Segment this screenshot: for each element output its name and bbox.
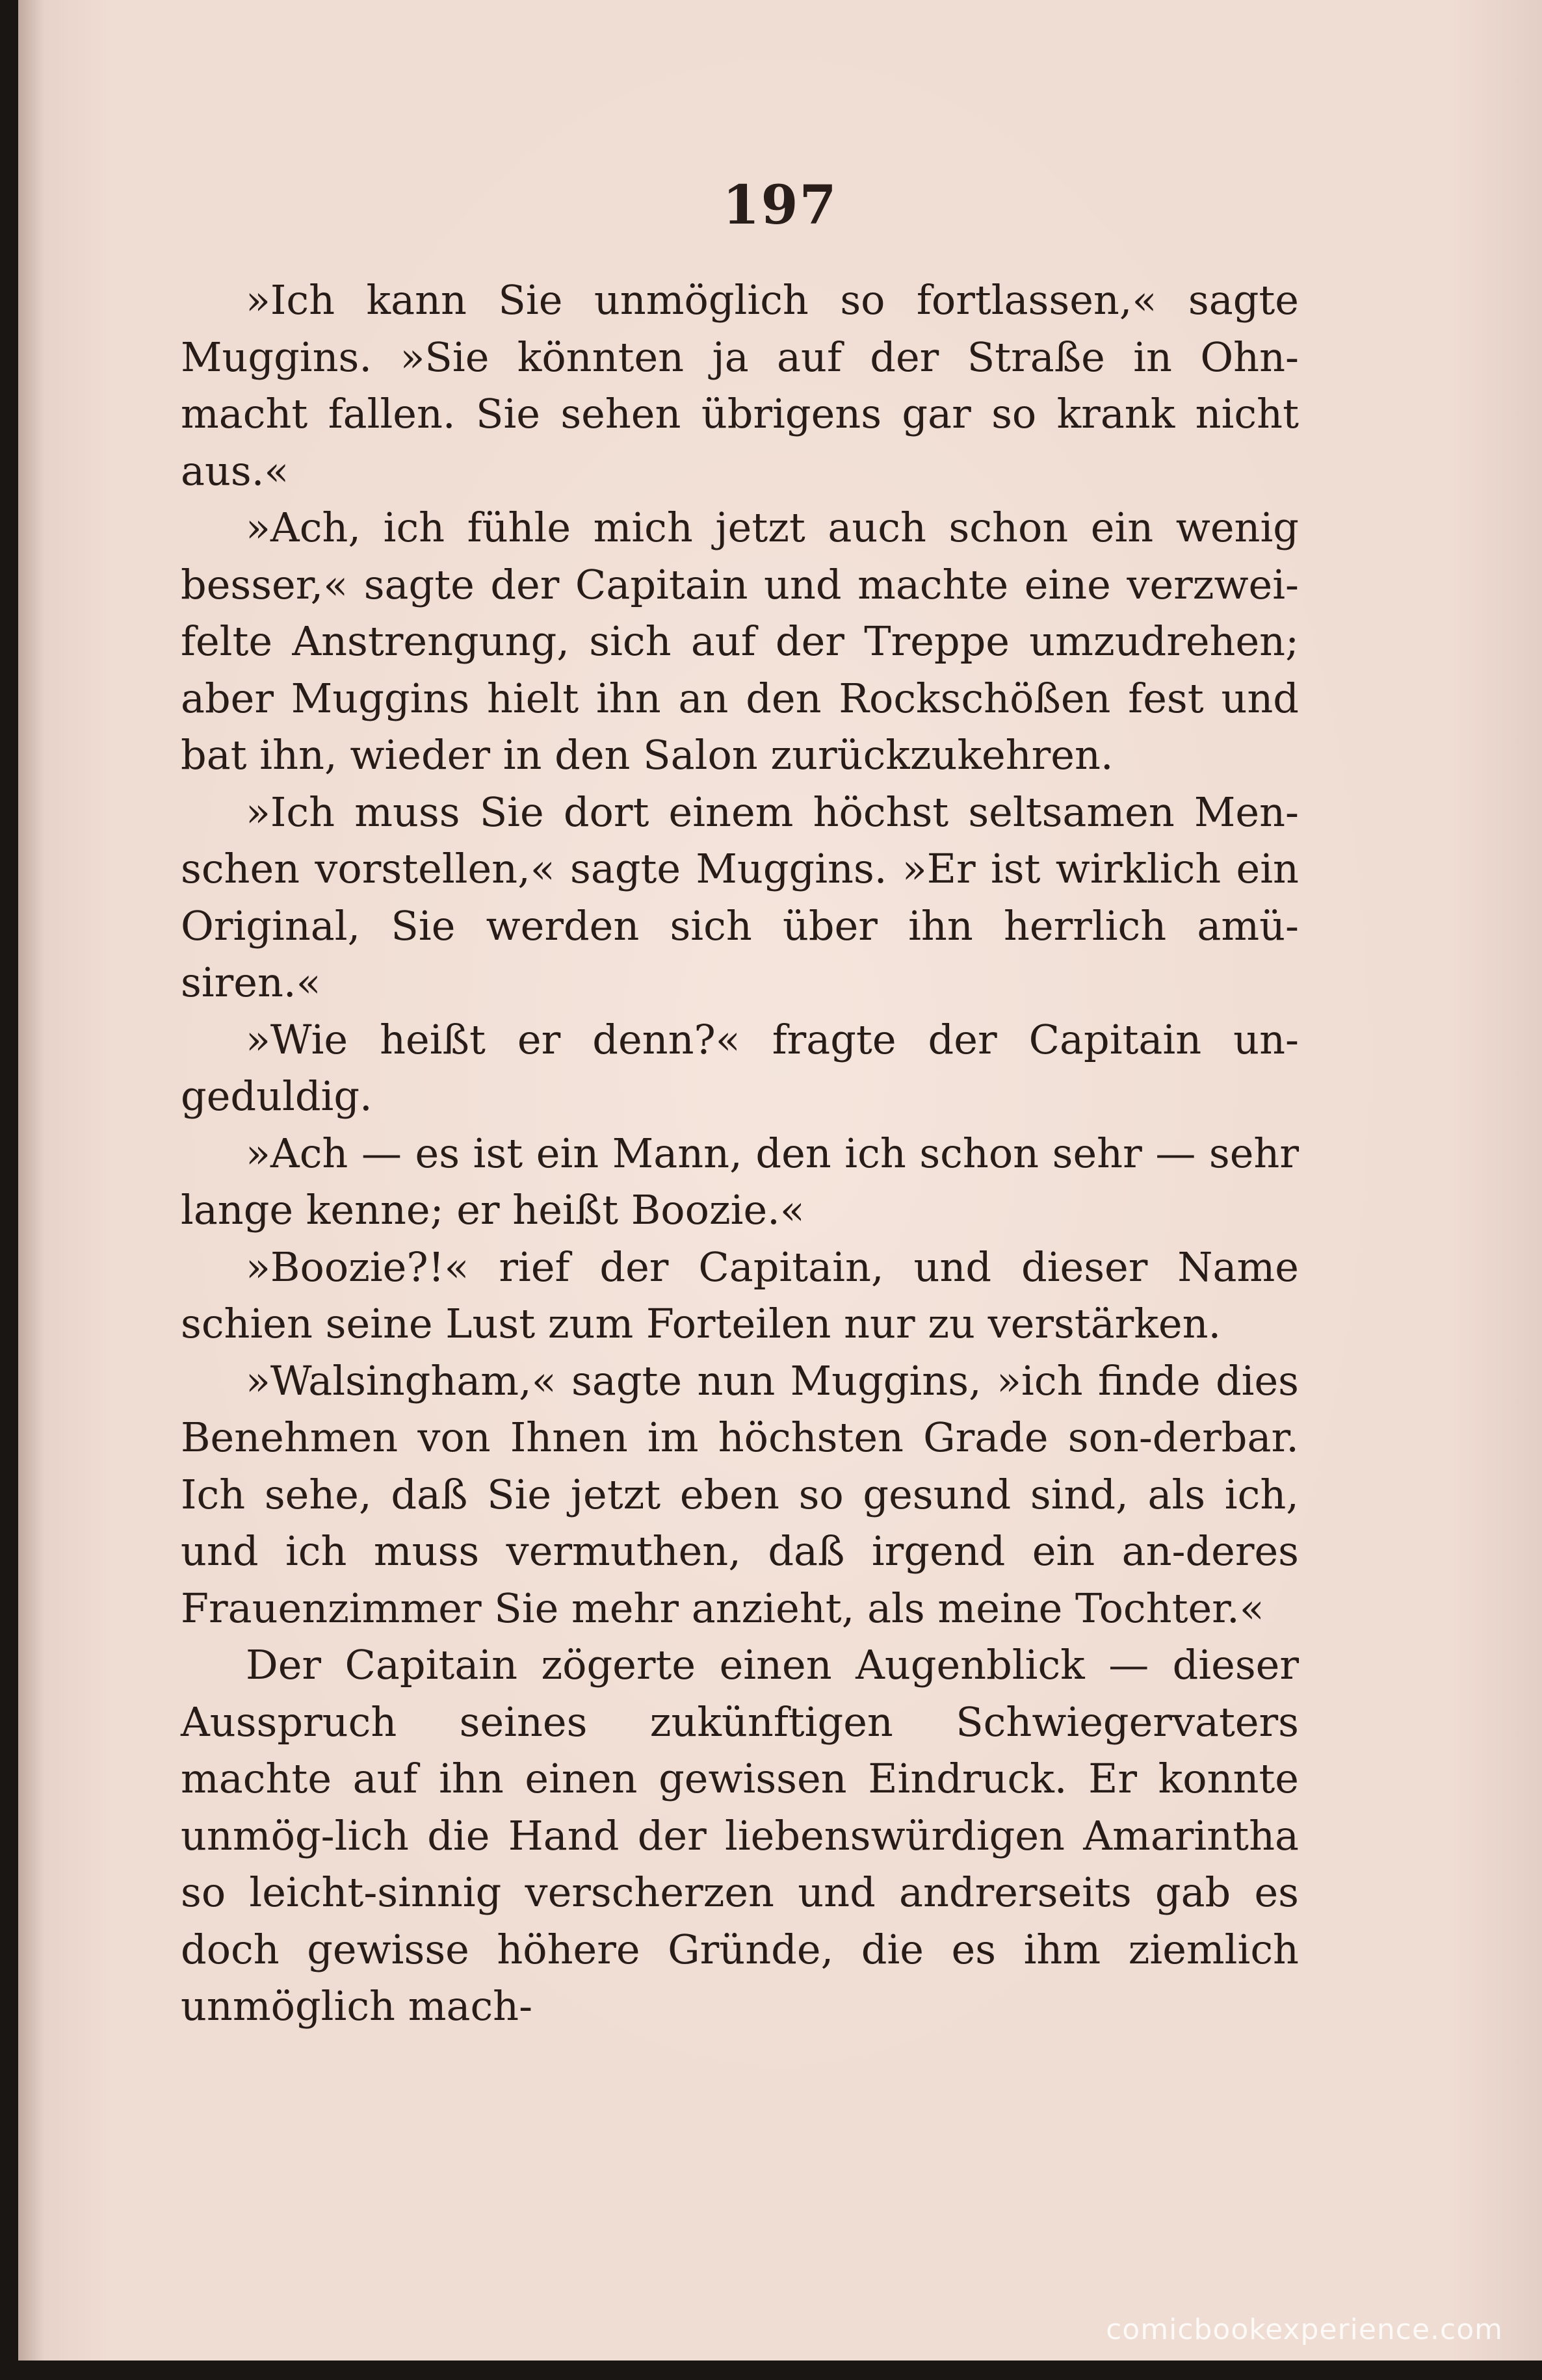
paragraph: »Boozie?!« rief der Capitain, und dieser Name schien seine Lust zum Forteilen nur zu verstärken. <box>181 1243 1299 1347</box>
page-number: 197 <box>722 174 838 237</box>
paragraph: Der Capitain zögerte einen Augenblick — dieser Ausspruch seines zukünftigen Schwiegervaters machte auf ihn einen gewissen Eindruck. Er konnte unmög-lich die Hand der liebenswürdigen Amarintha so leicht-sinnig verscherzen und andrerseits gab es doch gewisse höhere Gründe, die es ihm ziemlich unmöglich mach- <box>181 1641 1299 2030</box>
paragraph: »Ich muss Sie dort einem höchst seltsamen Men-schen vorstellen,« sagte Muggins. »Er ist wirklich ein Original, Sie werden sich über ihn herrlich amü-siren.« <box>181 788 1299 1006</box>
paragraph: »Wie heißt er denn?« fragte der Capitain un-geduldig. <box>181 1015 1299 1120</box>
watermark: comicbookexperience.com <box>1106 2313 1503 2346</box>
paragraph: »Ach, ich fühle mich jetzt auch schon ein wenig besser,« sagte der Capitain und machte eine verzwei-felte Anstrengung, sich auf der Treppe umzudrehen; aber Muggins hielt ihn an den Rockschößen fest und bat ihn, wieder in den Salon zurückzukehren. <box>181 504 1299 779</box>
page-gutter-shadow <box>18 0 44 2361</box>
book-page <box>18 0 1542 2361</box>
scan-bottom-border <box>18 2361 1542 2380</box>
paragraph: »Ach — es ist ein Mann, den ich schon sehr — sehr lange kenne; er heißt Boozie.« <box>181 1129 1299 1234</box>
paragraph: »Walsingham,« sagte nun Muggins, »ich finde dies Benehmen von Ihnen im höchsten Grade son-derbar. Ich sehe, daß Sie jetzt eben so gesund sind, als ich, und ich muss vermuthen, daß irgend ein an-deres Frauenzimmer Sie mehr anzieht, als meine Tochter.« <box>181 1356 1299 1632</box>
body-text <box>181 272 1299 2035</box>
paragraph: »Ich kann Sie unmöglich so fortlassen,« sagte Muggins. »Sie könnten ja auf der Straße in Ohn-macht fallen. Sie sehen übrigens gar so krank nicht aus.« <box>181 276 1299 495</box>
